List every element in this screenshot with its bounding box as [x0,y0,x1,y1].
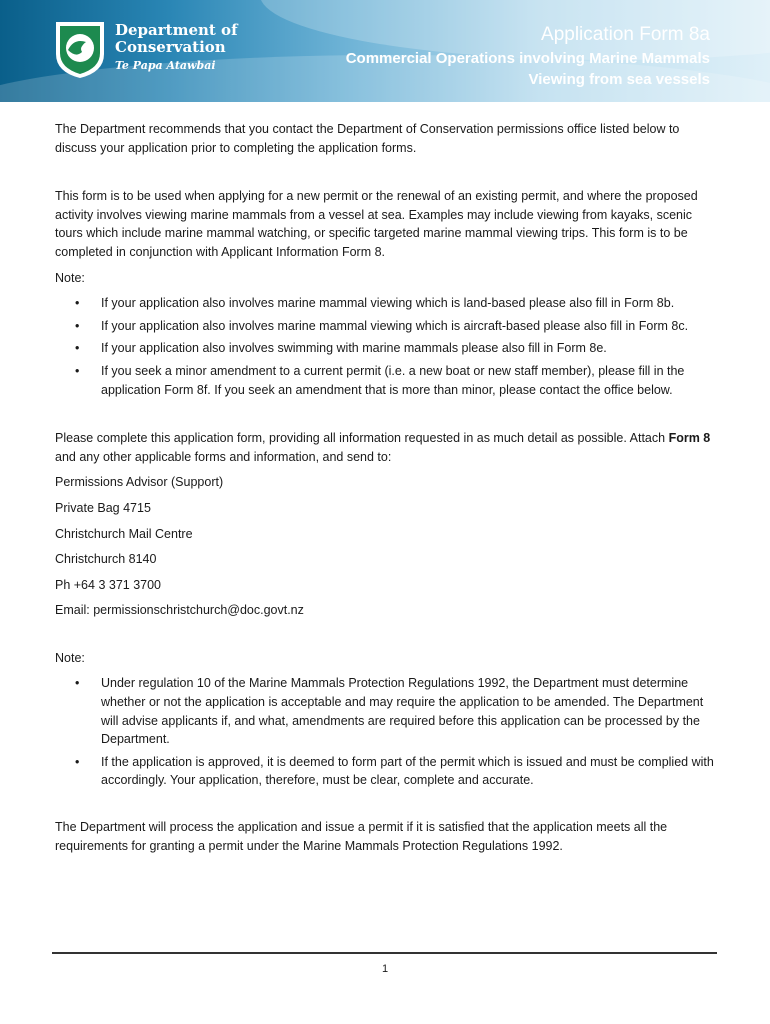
list-item: • If the application is approved, it is deemed to form part of the permit which is issued and must be complied with accordingly. Your application, therefore, must be clear, complete and accurate. [55,753,715,790]
attach-form-bold: Form 8 [668,431,711,446]
complete-instruction [55,429,715,466]
note-label: Note: [55,650,85,665]
list-item: • If you seek a minor amendment to a current permit (i.e. a new boat or new staff member), please fill in the application Form 8f. If you seek an amendment that is more than minor, please contact the office below. [55,362,715,399]
doc-logo-icon [52,18,108,80]
org-line-1: Department of [115,21,238,39]
mailing-address [55,473,715,620]
org-line-2: Conservation [115,38,226,56]
phone-number: Ph +64 3 371 3700 [55,577,161,592]
list-item: • Under regulation 10 of the Marine Mammals Protection Regulations 1992, the Department must determine whether or not the application is acceptable and may require the application to be amended. The Department will advise applicants if, and what, amendments are required before this application can be processed by the Department. [55,674,715,748]
footer-divider [52,952,717,954]
form-subtitle-2: Viewing from sea vessels [528,71,710,88]
attach-suffix: and any other applicable forms and information, and send to: [55,449,392,464]
note-list [55,294,715,399]
list-item: • If your application also involves marine mammal viewing which is aircraft-based please also fill in Form 8c. [55,317,715,336]
form-titles [346,24,710,90]
intro-paragraph: The Department recommends that you contact the Department of Conservation permissions office listed below to discuss your application prior to completing the application forms. [55,122,680,155]
document-body [55,120,715,855]
address-line: Christchurch 8140 [55,552,157,567]
address-line: Christchurch Mail Centre [55,526,193,541]
email-address: Email: permissionschristchurch@doc.govt.nz [55,603,304,618]
address-line: Private Bag 4715 [55,500,151,515]
org-name [115,22,238,74]
complete-line: Please complete this application form, providing all information requested in as much detail as possible. [55,431,627,446]
form-subtitle-1: Commercial Operations involving Marine Mammals [345,50,710,67]
header-banner [0,0,770,102]
note-label: Note: [55,270,85,285]
attach-prefix: Attach [629,431,669,446]
closing-paragraph: The Department will process the application and issue a permit if it is satisfied that the application meets all the requirements for granting a permit under the Marine Mammals Protection Regulations 1992. [55,820,668,853]
purpose-paragraph: This form is to be used when applying for a new permit or the renewal of an existing permit, and where the proposed activity involves viewing marine mammals from a vessel at sea. Examples may include viewing from kayaks, scenic tours which include marine mammal watching, or specific targeted marine mammal viewing trips. This form is to be completed in conjunction with Applicant Information Form 8. [55,189,698,259]
org-maori-name: Te Papa Atawbai [115,59,216,72]
page-number: 1 [381,963,389,975]
list-item: • If your application also involves swimming with marine mammals please also fill in Form 8e. [55,339,715,358]
list-item: • If your application also involves marine mammal viewing which is land-based please also fill in Form 8b. [55,294,715,313]
address-line: Permissions Advisor (Support) [55,475,224,490]
form-title: Application Form 8a [541,24,710,45]
note-list [55,674,715,790]
